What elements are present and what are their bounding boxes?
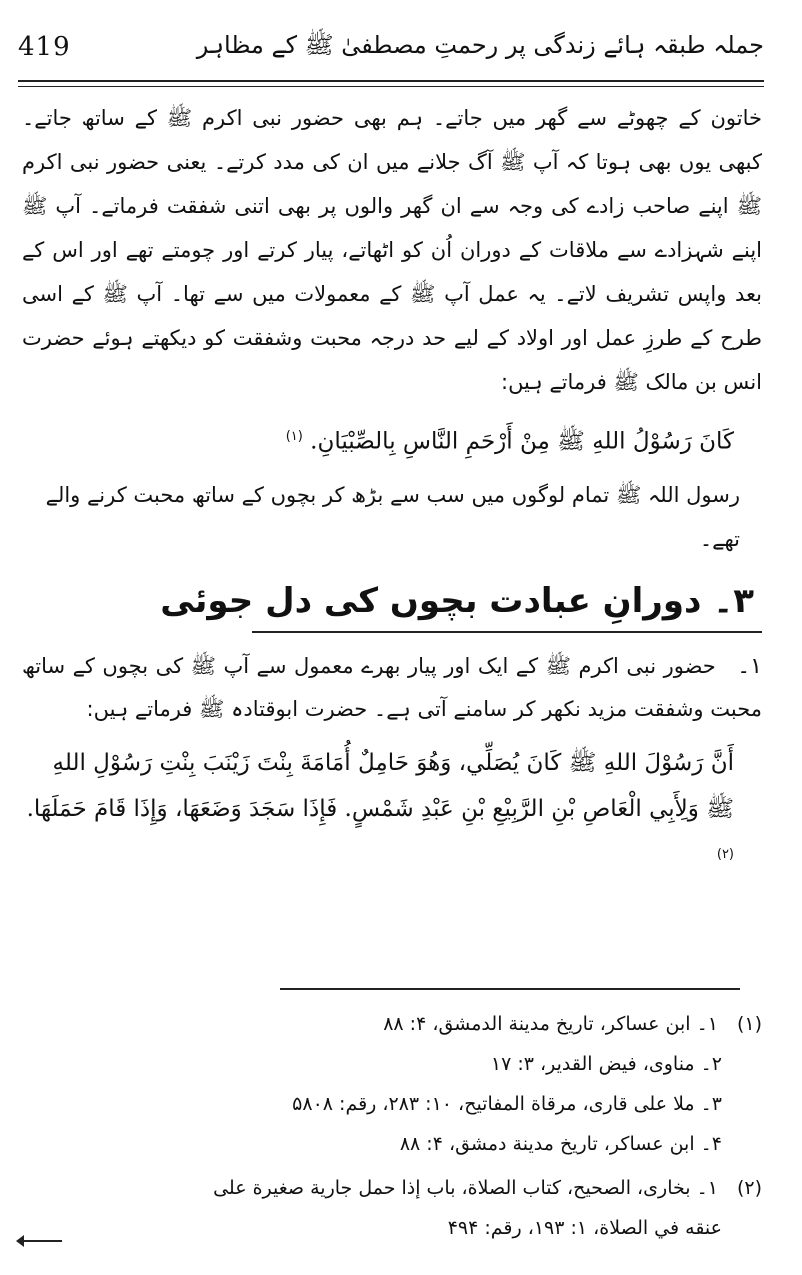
footnote-number: (١) xyxy=(736,1013,762,1035)
arabic-hadith-2-text: أَنَّ رَسُوْلَ اللهِ ﷺ كَانَ يُصَلِّي، وَهُوَ حَامِلٌ أُمَامَةَ بِنْتَ زَيْنَبَ بِنْتِ رَسُوْلِ اللهِ ﷺ وَلِأَبِي الْعَاصِ بْنِ الرَّبِيْعِ بْنِ عَبْدِ شَمْسٍ. فَإِذَا سَجَدَ وَضَعَهَا، وَإِذَا قَامَ حَمَلَهَا. xyxy=(26,749,734,822)
footnote-line xyxy=(22,1004,762,1044)
arabic-hadith-1 xyxy=(22,414,734,465)
section-heading-block xyxy=(22,573,762,633)
footnote-text: ١۔ ابن عساکر، تاریخ مدینة الدمشق، ۴: ۸۸ xyxy=(383,1013,718,1035)
footnote-line: ٣۔ ملا علی قاری، مرقاة المفاتیح، ۱۰: ۲۸۳، رقم: ۵۸۰۸ xyxy=(292,1093,722,1115)
footnote-number: (٢) xyxy=(736,1177,762,1199)
section-heading: ٣۔ دورانِ عبادت بچوں کی دل جوئی xyxy=(160,580,754,621)
hadith-1-translation: رسول اللہ ﷺ تمام لوگوں میں سب سے بڑھ کر بچوں کے ساتھ محبت کرنے والے تھے۔ xyxy=(45,482,740,551)
arabic-hadith-2 xyxy=(22,740,734,883)
main-text xyxy=(22,96,762,890)
section-heading-rule xyxy=(252,631,762,633)
footnote-text: ١۔ بخاری، الصحیح، کتاب الصلاة، باب إذا حمل جاریة صغیرة علی xyxy=(213,1177,718,1199)
footnote-line xyxy=(22,1168,762,1208)
page-number: 419 xyxy=(18,32,71,62)
footnote-rule xyxy=(280,988,740,990)
note-ref-1: (١) xyxy=(285,429,303,444)
note-ref-2: (٢) xyxy=(716,846,734,862)
continue-arrow-icon xyxy=(22,1240,62,1242)
arabic-hadith-1-text: كَانَ رَسُوْلُ اللهِ ﷺ مِنْ أَرْحَمِ النَّاسِ بِالصِّبْيَانِ. xyxy=(310,428,734,455)
footnote-line: ۴۔ ابن عساکر، تاریخ مدینة دمشق، ۴: ۸۸ xyxy=(399,1133,722,1155)
footnotes xyxy=(22,1004,762,1252)
intro-paragraph: خاتون کے چھوٹے سے گھر میں جاتے۔ ہم بھی حضور نبی اکرم ﷺ کے ساتھ جاتے۔ کبھی یوں بھی ہوتا کہ آپ ﷺ آگ جلانے میں ان کی مدد کرتے۔ یعنی حضور نبی اکرم ﷺ اپنے صاحب زادے کی وجہ سے ان گھر والوں پر بھی اتنی شفقت فرماتے۔ آپ ﷺ اپنے شہزادے سے ملاقات کے دوران اُن کو اٹھاتے، پیار کرتے اور چومتے تھے اور اس کے بعد واپس تشریف لاتے۔ یہ عمل آپ ﷺ کے معمولات میں سے تھا۔ آپ ﷺ کے اسی طرح کے طرزِ عمل اور اولاد کے لیے حد درجہ محبت وشفقت کو دیکھتے ہوئے حضرت انس بن مالک ﷺ فرماتے ہیں: xyxy=(22,106,762,394)
list-item-marker: ١۔ xyxy=(737,653,762,679)
footnote-2 xyxy=(22,1168,762,1248)
footnote-1 xyxy=(22,1004,762,1164)
list-item-1-text: حضور نبی اکرم ﷺ کے ایک اور پیار بھرے معمول سے آپ ﷺ کی بچوں کے ساتھ محبت وشفقت مزید نکھر کر سامنے آتی ہے۔ حضرت ابوقتادہ ﷺ فرماتے ہیں: xyxy=(22,653,762,721)
page-header xyxy=(18,28,764,78)
footnote-line: عنقه في الصلاة، ۱: ۱۹۳، رقم: ۴۹۴ xyxy=(447,1217,722,1239)
header-rule xyxy=(18,80,764,87)
running-title: جملہ طبقہ ہائے زندگی پر رحمتِ مصطفیٰ ﷺ کے مظاہر xyxy=(196,31,764,59)
list-item-1 xyxy=(22,645,762,730)
footnote-line: ٢۔ مناوی، فیض القدیر، ۳: ۱۷ xyxy=(490,1053,722,1075)
